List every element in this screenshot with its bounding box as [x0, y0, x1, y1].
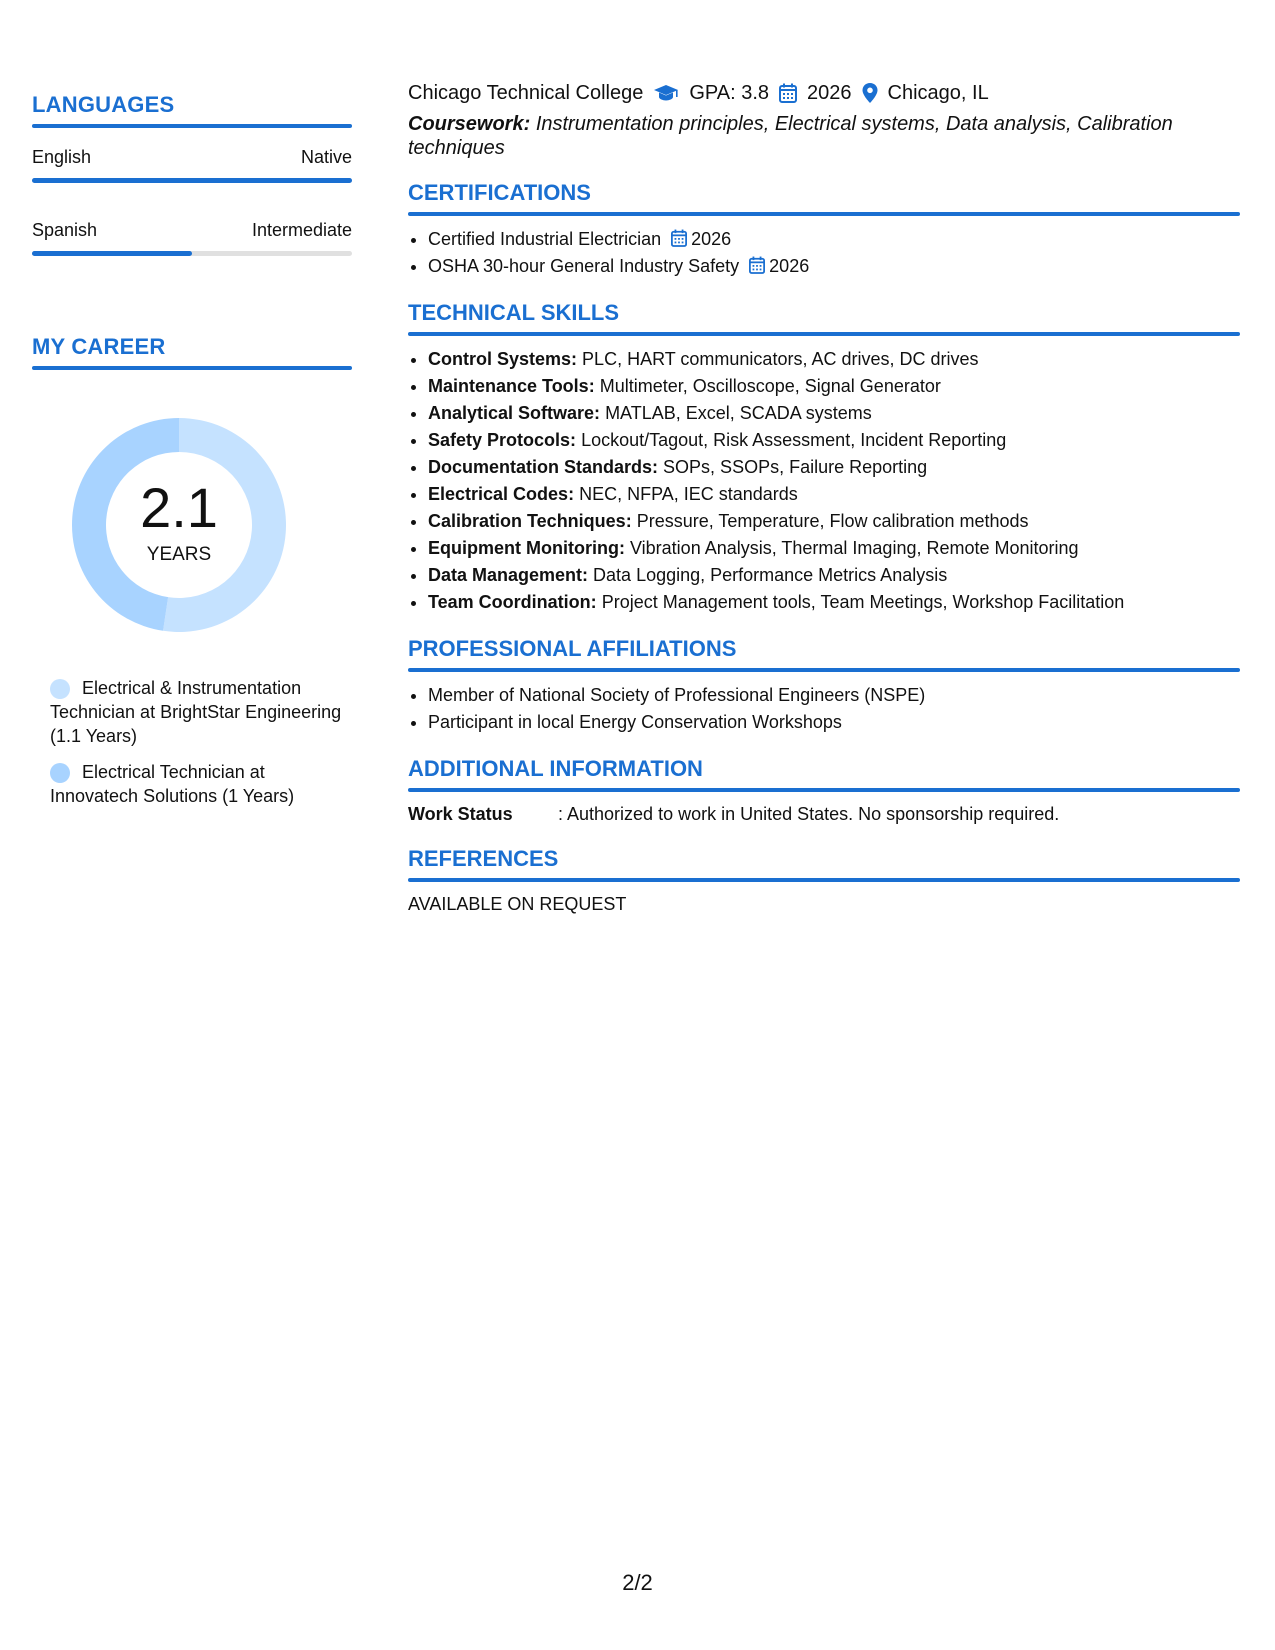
- career-donut-chart: [64, 410, 294, 640]
- certification-year: 2026: [769, 256, 810, 276]
- school-name: Chicago Technical College: [408, 82, 644, 104]
- list-item: [428, 589, 1240, 616]
- list-item: [428, 454, 1240, 481]
- list-item: [428, 508, 1240, 535]
- skill-label: Analytical Software:: [428, 403, 601, 423]
- skills-title: TECHNICAL SKILLS: [408, 300, 620, 325]
- certifications-section: [408, 180, 1240, 280]
- skill-label: Calibration Techniques:: [428, 511, 632, 531]
- career-section: [32, 334, 352, 808]
- skill-label: Maintenance Tools:: [428, 376, 595, 396]
- calendar-icon: [749, 256, 765, 274]
- language-name: English: [32, 147, 92, 167]
- left-column: [32, 92, 352, 820]
- graduation-cap-icon: [653, 84, 679, 102]
- coursework-text: Instrumentation principles, Electrical systems, Data analysis, Calibration techniques: [408, 113, 1173, 159]
- languages-title: LANGUAGES: [32, 92, 175, 117]
- list-item: [428, 481, 1240, 508]
- section-divider: [32, 366, 352, 370]
- list-item: • Member of National Society of Professional Engineers (NSPE): [428, 682, 1240, 709]
- skill-label: Control Systems:: [428, 349, 578, 369]
- graduation-year: 2026: [807, 82, 852, 104]
- skill-label: Equipment Monitoring:: [428, 538, 625, 558]
- coursework: [408, 112, 1240, 160]
- skill-label: Safety Protocols:: [428, 430, 577, 450]
- references-text: AVAILABLE ON REQUEST: [408, 894, 627, 914]
- legend-dot-icon: [50, 763, 70, 783]
- skill-value: Pressure, Temperature, Flow calibration methods: [636, 511, 1029, 531]
- skill-value: Multimeter, Oscilloscope, Signal Generator: [599, 376, 941, 396]
- skill-value: Project Management tools, Team Meetings, Workshop Facilitation: [601, 592, 1125, 612]
- list-item: • Participant in local Energy Conservation Workshops: [428, 709, 1240, 736]
- legend-item: [50, 760, 352, 808]
- skills-list: [408, 346, 1240, 616]
- skills-section: [408, 300, 1240, 616]
- language-item: [32, 146, 352, 183]
- education-line: [408, 80, 1240, 106]
- legend-label: Electrical Technician at Innovatech Solutions (1 Years): [50, 762, 295, 806]
- language-item: [32, 219, 352, 256]
- career-years-unit: YEARS: [146, 544, 212, 565]
- certifications-title: CERTIFICATIONS: [408, 180, 591, 205]
- skill-value: SOPs, SSOPs, Failure Reporting: [663, 457, 928, 477]
- work-status-label: Work Status: [408, 804, 513, 824]
- section-divider: [408, 332, 1240, 336]
- languages-section: [32, 92, 352, 256]
- list-item: [428, 253, 1240, 280]
- language-proficiency-fill: [32, 251, 192, 256]
- affiliations-list: [408, 682, 1240, 736]
- career-title: MY CAREER: [32, 334, 166, 359]
- calendar-icon: [671, 229, 687, 247]
- certification-year: 2026: [691, 229, 732, 249]
- affiliations-title: PROFESSIONAL AFFILIATIONS: [408, 636, 737, 661]
- skill-value: Lockout/Tagout, Risk Assessment, Incident Reporting: [581, 430, 1007, 450]
- language-proficiency-bar: [32, 251, 352, 256]
- skill-value: Vibration Analysis, Thermal Imaging, Remote Monitoring: [629, 538, 1079, 558]
- work-status-row: [408, 802, 1240, 826]
- skill-value: NEC, NFPA, IEC standards: [579, 484, 798, 504]
- skill-label: Team Coordination:: [428, 592, 597, 612]
- list-item: [428, 226, 1240, 253]
- references-section: [408, 846, 1240, 915]
- right-column: [408, 80, 1240, 915]
- work-status-value: : Authorized to work in United States. No sponsorship required.: [558, 804, 1060, 824]
- school-location: Chicago, IL: [887, 82, 989, 104]
- list-item: [428, 427, 1240, 454]
- skill-label: Documentation Standards:: [428, 457, 659, 477]
- skill-value: PLC, HART communicators, AC drives, DC drives: [582, 349, 979, 369]
- section-divider: [32, 124, 352, 128]
- list-item: [428, 346, 1240, 373]
- certifications-list: [408, 226, 1240, 280]
- affiliations-section: [408, 636, 1240, 736]
- education-entry: [408, 80, 1240, 160]
- language-name: Spanish: [32, 220, 98, 240]
- page-number: 2/2: [622, 1570, 653, 1595]
- certification-name: OSHA 30-hour General Industry Safety: [428, 256, 740, 276]
- list-item: [428, 562, 1240, 589]
- language-proficiency-bar: [32, 178, 352, 183]
- skill-label: Data Management:: [428, 565, 589, 585]
- language-level: Intermediate: [251, 220, 352, 240]
- career-legend: [32, 676, 352, 808]
- section-divider: [408, 788, 1240, 792]
- legend-dot-icon: [50, 679, 70, 699]
- skill-label: Electrical Codes:: [428, 484, 575, 504]
- section-divider: [408, 212, 1240, 216]
- references-title: REFERENCES: [408, 846, 559, 871]
- coursework-label: Coursework:: [408, 113, 531, 135]
- section-divider: [408, 668, 1240, 672]
- location-pin-icon: [862, 83, 878, 103]
- career-total-years: 2.1: [140, 476, 218, 539]
- list-item: [428, 373, 1240, 400]
- list-item: [428, 535, 1240, 562]
- legend-item: [50, 676, 352, 748]
- list-item: [428, 400, 1240, 427]
- section-divider: [408, 878, 1240, 882]
- additional-info-section: [408, 756, 1240, 826]
- skill-value: Data Logging, Performance Metrics Analysis: [593, 565, 948, 585]
- gpa: GPA: 3.8: [689, 82, 770, 104]
- certification-name: Certified Industrial Electrician: [428, 229, 662, 249]
- additional-info-title: ADDITIONAL INFORMATION: [408, 756, 703, 781]
- legend-label: Electrical & Instrumentation Technician at BrightStar Engineering (1.1 Years): [50, 678, 342, 746]
- language-level: Native: [300, 147, 352, 167]
- language-proficiency-fill: [32, 178, 352, 183]
- skill-value: MATLAB, Excel, SCADA systems: [605, 403, 872, 423]
- calendar-icon: [779, 83, 797, 103]
